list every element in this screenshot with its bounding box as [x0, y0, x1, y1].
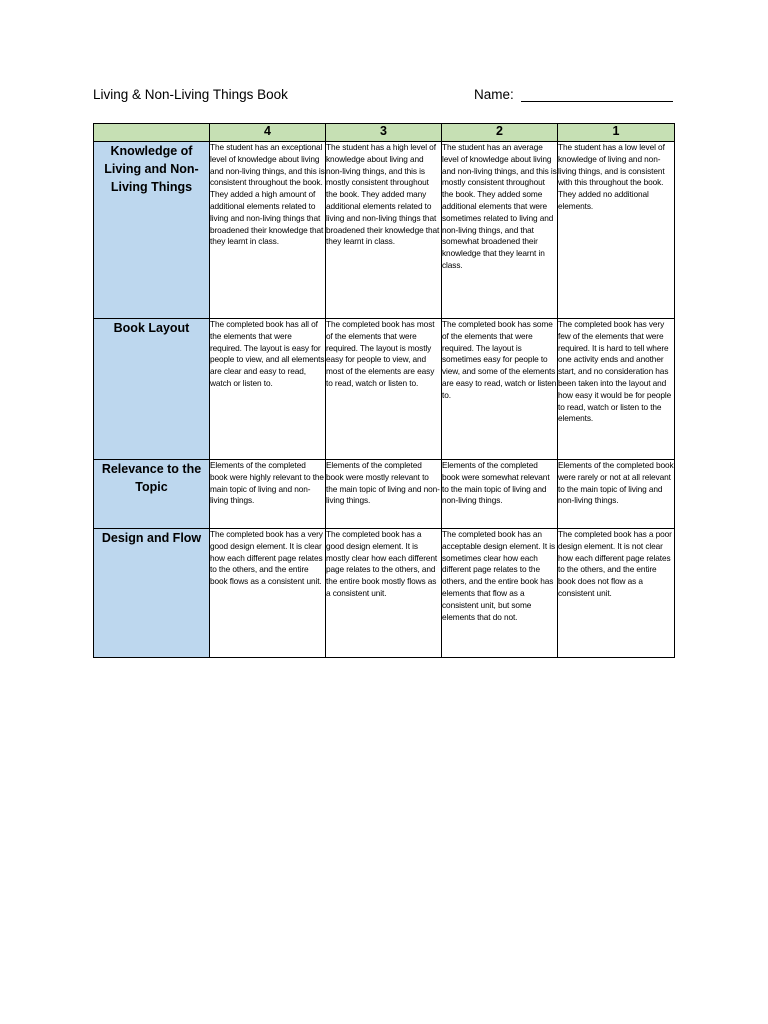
corner-cell [94, 124, 210, 142]
name-label: Name: [474, 87, 514, 102]
descriptor-cell: The completed book has all of the elements that were required. The layout is easy for people to view, and all elements are clear and easy to read, watch or listen to. [210, 319, 326, 460]
descriptor-cell: The completed book has most of the elements that were required. The layout is mostly easy for people to view, and most of the elements are easy to read, watch or listen to. [326, 319, 442, 460]
score-header-4: 4 [210, 124, 326, 142]
score-header-3: 3 [326, 124, 442, 142]
descriptor-cell: The student has a high level of knowledge about living and non-living things, and this is mostly consistent throughout the book. They added many additional elements related to living and non-living things that broadened their knowledge that they learnt in class. [326, 142, 442, 319]
descriptor-cell: Elements of the completed book were somewhat relevant to the main topic of living and non-living things. [442, 460, 558, 529]
descriptor-cell: The student has an average level of knowledge about living and non-living things, and this is mostly consistent throughout the book. They added some additional elements that were sometimes related to living and non-living things, and that somewhat broadened their knowledge that they learnt in class. [442, 142, 558, 319]
descriptor-cell: The completed book has some of the elements that were required. The layout is sometimes easy for people to view, and some of the elements are easy to read, watch or listen to. [442, 319, 558, 460]
rubric-row-book-layout [94, 319, 675, 460]
criterion-label: Design and Flow [94, 529, 210, 658]
descriptor-cell: The completed book has an acceptable design element. It is sometimes clear how each different page relates to the others, and the entire book has elements that flow as a consistent unit, but some elements that do not. [442, 529, 558, 658]
descriptor-cell: Elements of the completed book were mostly relevant to the main topic of living and non-living things. [326, 460, 442, 529]
descriptor-cell: The completed book has very few of the elements that were required. It is hard to tell where one activity ends and another start, and no consideration has been taken into the layout and how easy it would be for people to read, watch or listen to the elements. [558, 319, 675, 460]
score-header-2: 2 [442, 124, 558, 142]
criterion-label: Knowledge of Living and Non-Living Things [94, 142, 210, 319]
descriptor-cell: The completed book has a very good design element. It is clear how each different page relates to the others, and the entire book flows as a consistent unit. [210, 529, 326, 658]
rubric-row-knowledge [94, 142, 675, 319]
criterion-label: Book Layout [94, 319, 210, 460]
rubric-row-relevance [94, 460, 675, 529]
descriptor-cell: Elements of the completed book were highly relevant to the main topic of living and non-living things. [210, 460, 326, 529]
rubric-row-design-flow [94, 529, 675, 658]
descriptor-cell: The completed book has a good design element. It is mostly clear how each different page relates to the others, and the entire book mostly flows as a consistent unit. [326, 529, 442, 658]
document-title: Living & Non-Living Things Book [93, 87, 288, 102]
score-header-row [94, 124, 675, 142]
descriptor-cell: The completed book has a poor design element. It is not clear how each different page relates to the others, and the entire book does not flow as a consistent unit. [558, 529, 675, 658]
score-header-1: 1 [558, 124, 675, 142]
name-blank-line [521, 87, 673, 102]
descriptor-cell: The student has a low level of knowledge of living and non-living things, and is consistent with this throughout the book. They added no additional elements. [558, 142, 675, 319]
name-field [474, 87, 673, 102]
rubric-table [93, 123, 675, 658]
descriptor-cell: Elements of the completed book were rarely or not at all relevant to the main topic of living and non-living things. [558, 460, 675, 529]
criterion-label: Relevance to the Topic [94, 460, 210, 529]
descriptor-cell: The student has an exceptional level of knowledge about living and non-living things, and this is consistent throughout the book. They added a high amount of additional elements related to living and non-living things that broadened their knowledge that they learnt in class. [210, 142, 326, 319]
